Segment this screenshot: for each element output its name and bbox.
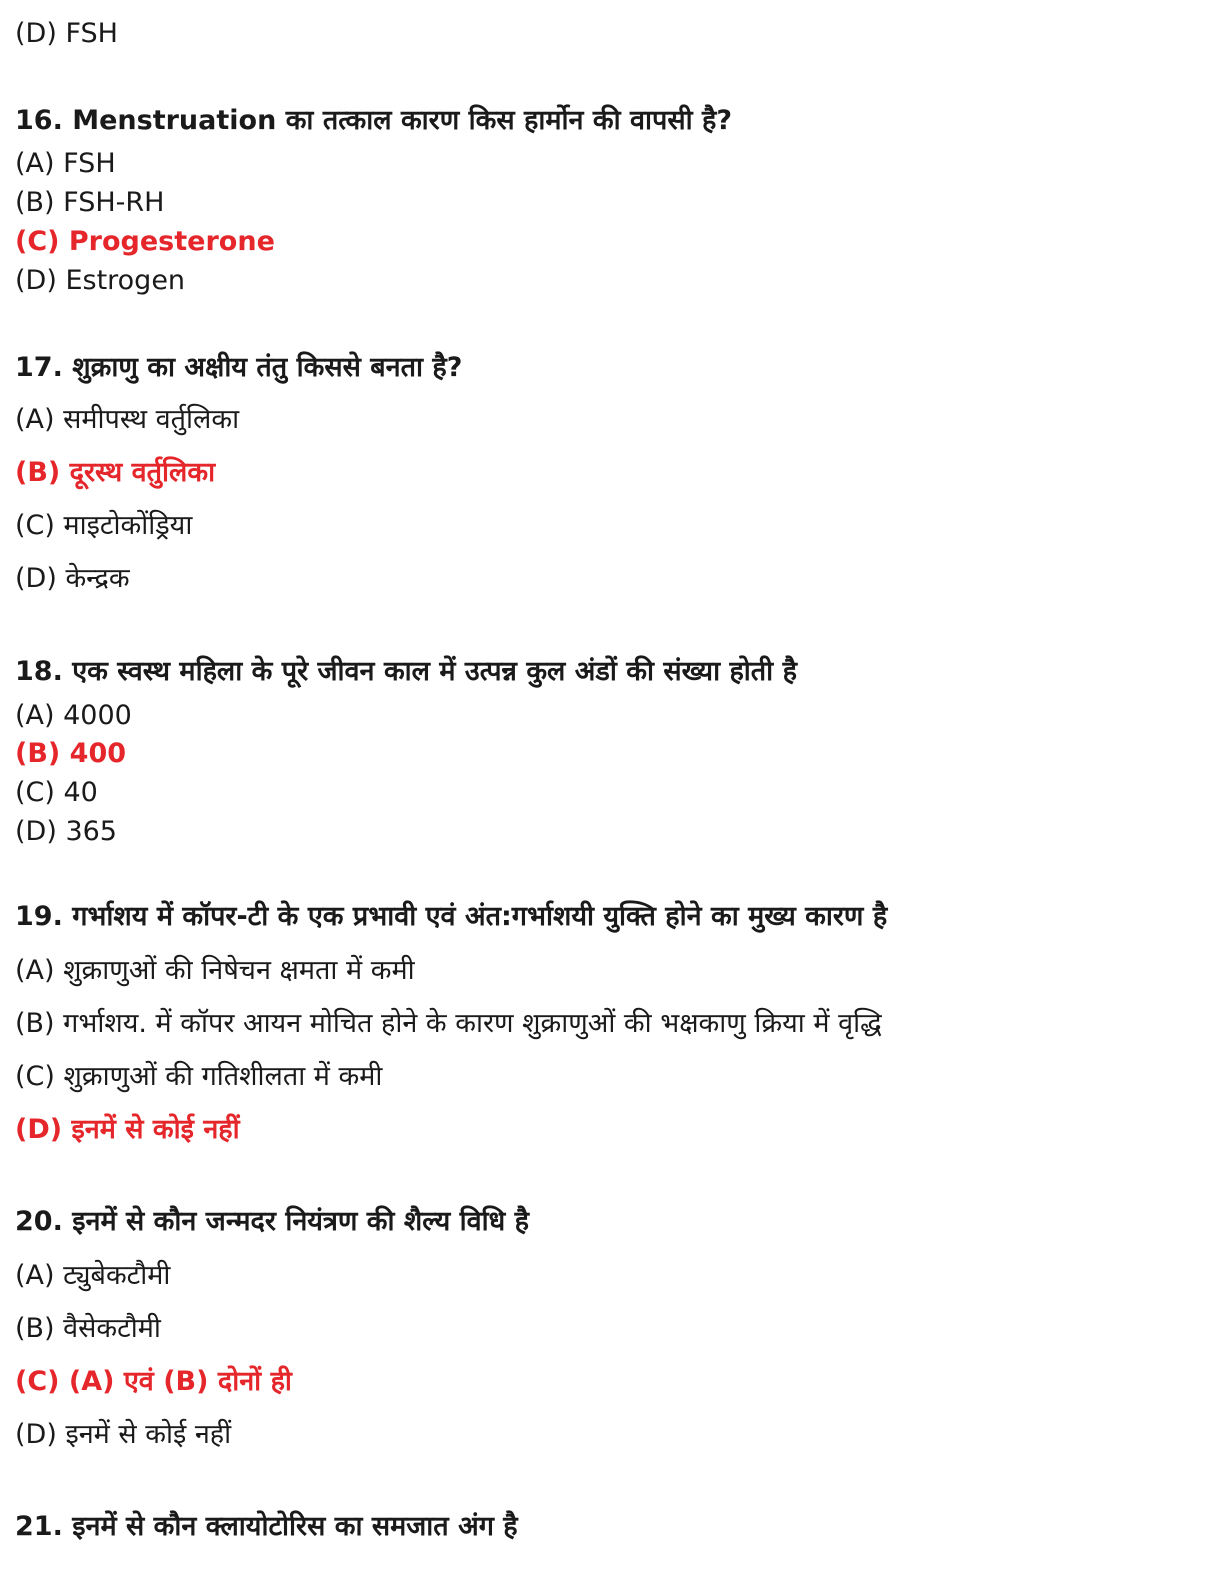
q16-option-b: (B) FSH-RH (15, 187, 165, 218)
q18-option-a: (A) 4000 (15, 700, 132, 731)
q18-option-c: (C) 40 (15, 777, 98, 808)
q16-option-c-correct: (C) Progesterone (15, 226, 275, 257)
q18-option-b-correct: (B) 400 (15, 738, 127, 769)
q16-option-d: (D) Estrogen (15, 265, 186, 296)
q17-option-d: (D) केन्द्रक (15, 563, 130, 594)
q20-option-a: (A) ट्युबेकटौमी (15, 1260, 171, 1291)
question-20: 20. इनमें से कौन जन्मदर नियंत्रण की शैल्य विधि है (15, 1206, 530, 1237)
q19-option-b: (B) गर्भाशय. में कॉपर आयन मोचित होने के कारण शुक्राणुओं की भक्षकाणु क्रिया में वृद्धि (15, 1008, 882, 1039)
q20-option-d: (D) इनमें से कोई नहीं (15, 1419, 232, 1450)
q19-option-a: (A) शुक्राणुओं की निषेचन क्षमता में कमी (15, 955, 415, 986)
q17-option-a: (A) समीपस्थ वर्तुलिका (15, 404, 240, 435)
q20-option-c-correct: (C) (A) एवं (B) दोनों ही (15, 1366, 292, 1397)
prev-option-d: (D) FSH (15, 18, 118, 49)
question-17: 17. शुक्राणु का अक्षीय तंतु किससे बनता है? (15, 352, 463, 383)
q19-option-c: (C) शुक्राणुओं की गतिशीलता में कमी (15, 1061, 383, 1092)
q16-option-a: (A) FSH (15, 148, 116, 179)
q17-option-b-correct: (B) दूरस्थ वर्तुलिका (15, 457, 216, 488)
q20-option-b: (B) वैसेकटौमी (15, 1313, 161, 1344)
q19-option-d-correct: (D) इनमें से कोई नहीं (15, 1114, 240, 1145)
question-21: 21. इनमें से कौन क्लायोटोरिस का समजात अंग है (15, 1511, 518, 1542)
question-18: 18. एक स्वस्थ महिला के पूरे जीवन काल में उत्पन्न कुल अंडों की संख्या होती है (15, 656, 797, 687)
question-19: 19. गर्भाशय में कॉपर-टी के एक प्रभावी एवं अंत:गर्भाशयी युक्ति होने का मुख्य कारण है (15, 901, 888, 932)
q17-option-c: (C) माइटोकोंड्रिया (15, 510, 193, 541)
q18-option-d: (D) 365 (15, 816, 117, 847)
question-16: 16. Menstruation का तत्काल कारण किस हार्मोन की वापसी है? (15, 105, 732, 136)
